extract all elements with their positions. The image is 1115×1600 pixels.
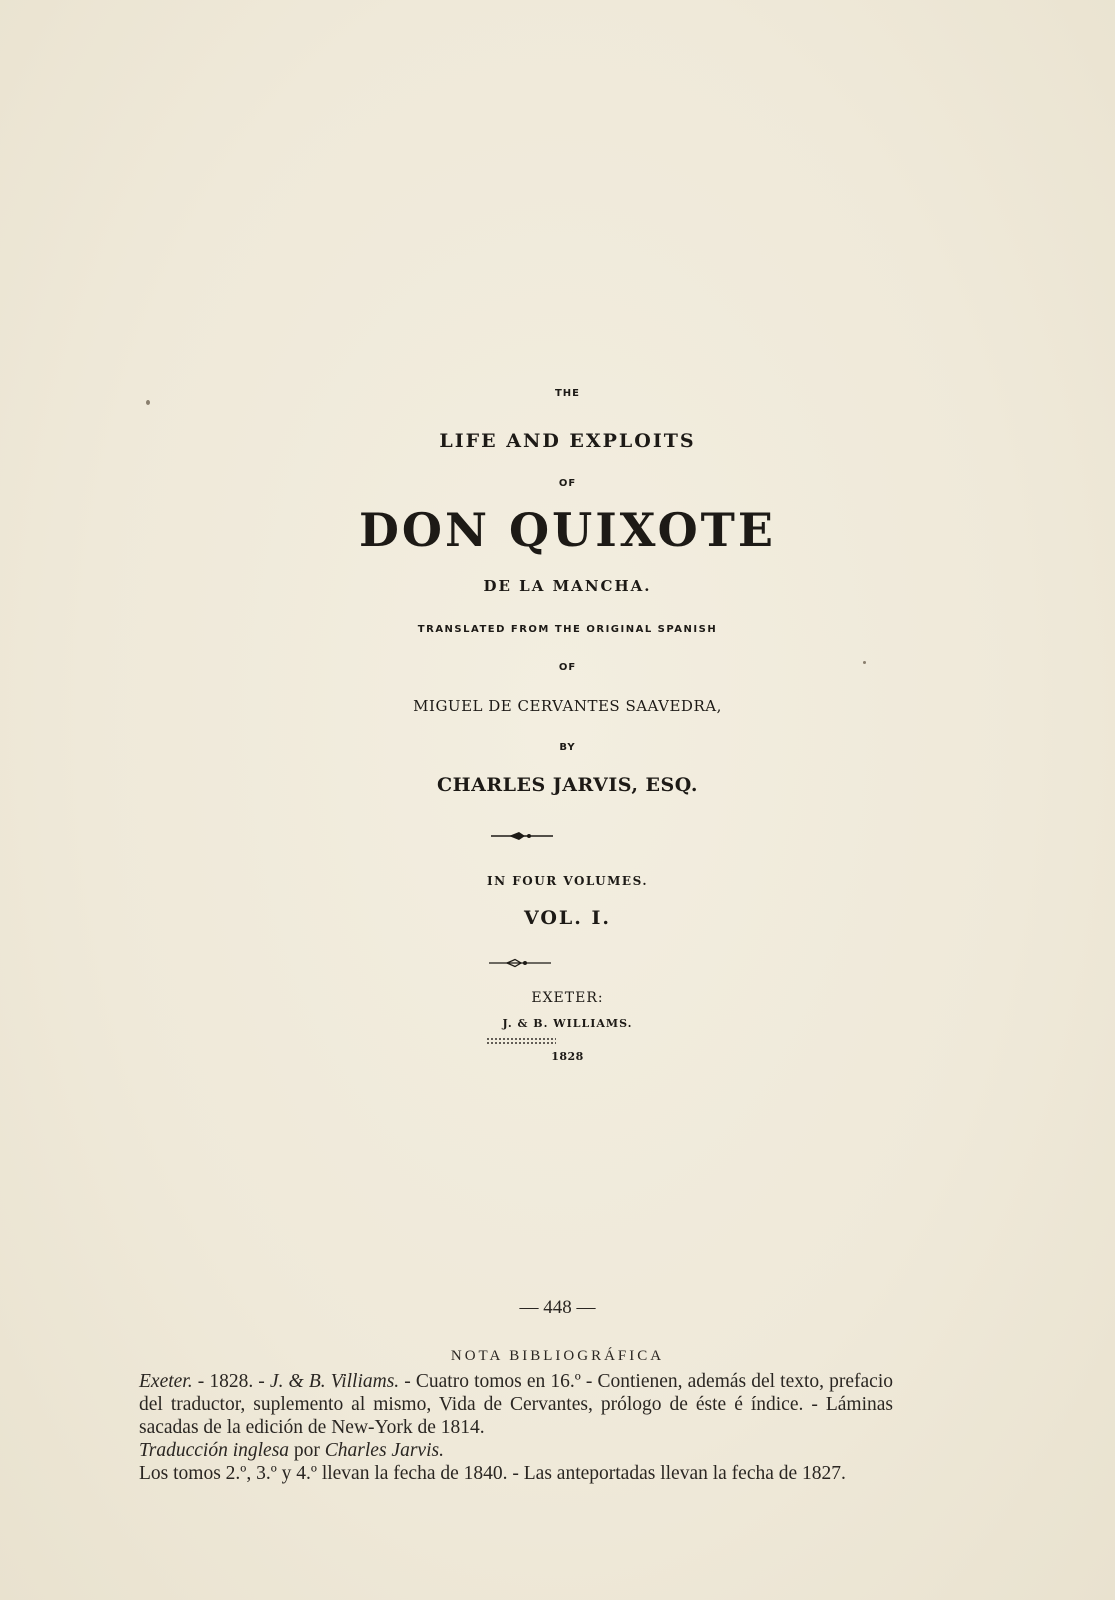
note-paragraph bbox=[139, 1462, 893, 1485]
title-the: THE bbox=[554, 388, 581, 399]
note-description: - Cuatro tomos en 16.º - Contienen, además del texto, prefacio del traductor, suplemento al mismo, Vida de Cervantes, prólogo de éste é índice. - Láminas sacadas de la edición de New-York de 1814. bbox=[139, 1371, 893, 1438]
title-don-quixote: DON QUIXOTE bbox=[359, 503, 776, 557]
note-translator: Charles Jarvis. bbox=[324, 1440, 444, 1461]
title-by: BY bbox=[559, 742, 576, 753]
title-de-la-mancha: DE LA MANCHA. bbox=[483, 577, 652, 595]
bibliographic-note bbox=[139, 1370, 893, 1485]
title-volumes: IN FOUR VOLUMES. bbox=[487, 874, 648, 888]
note-place: Exeter. bbox=[139, 1371, 193, 1392]
note-paragraph bbox=[139, 1370, 893, 1439]
title-translated-line: TRANSLATED FROM THE ORIGINAL SPANISH bbox=[417, 624, 718, 635]
title-vol: VOL. I. bbox=[523, 907, 612, 929]
note-dates: Los tomos 2.º, 3.º y 4.º llevan la fecha de 1840. - Las anteportadas llevan la fecha de 1827. bbox=[139, 1463, 846, 1484]
note-title: NOTA BIBLIOGRÁFICA bbox=[450, 1348, 665, 1364]
ornament-rule-icon bbox=[491, 830, 553, 842]
note-translation: Traducción inglesa bbox=[139, 1440, 290, 1461]
title-of: OF bbox=[558, 478, 577, 489]
imprint-place: EXETER: bbox=[531, 990, 604, 1006]
paper-speck bbox=[863, 661, 866, 664]
note-paragraph bbox=[139, 1439, 893, 1462]
page-number: — 448 — bbox=[519, 1297, 596, 1318]
note-publisher: J. & B. Villiams. bbox=[269, 1371, 400, 1392]
title-of-second: OF bbox=[558, 662, 577, 673]
note-separator: - 1828. - bbox=[192, 1371, 270, 1392]
title-life-and-exploits: LIFE AND EXPLOITS bbox=[439, 430, 696, 452]
note-por: por bbox=[289, 1440, 325, 1461]
paper-speck bbox=[146, 400, 150, 405]
imprint-year: 1828 bbox=[551, 1050, 584, 1063]
imprint-publisher: J. & B. WILLIAMS. bbox=[502, 1017, 633, 1030]
ornament-rule-icon bbox=[489, 957, 551, 969]
dotted-rule bbox=[486, 1037, 556, 1045]
title-author: MIGUEL DE CERVANTES SAAVEDRA, bbox=[413, 697, 722, 715]
title-translator: CHARLES JARVIS, ESQ. bbox=[437, 774, 698, 796]
